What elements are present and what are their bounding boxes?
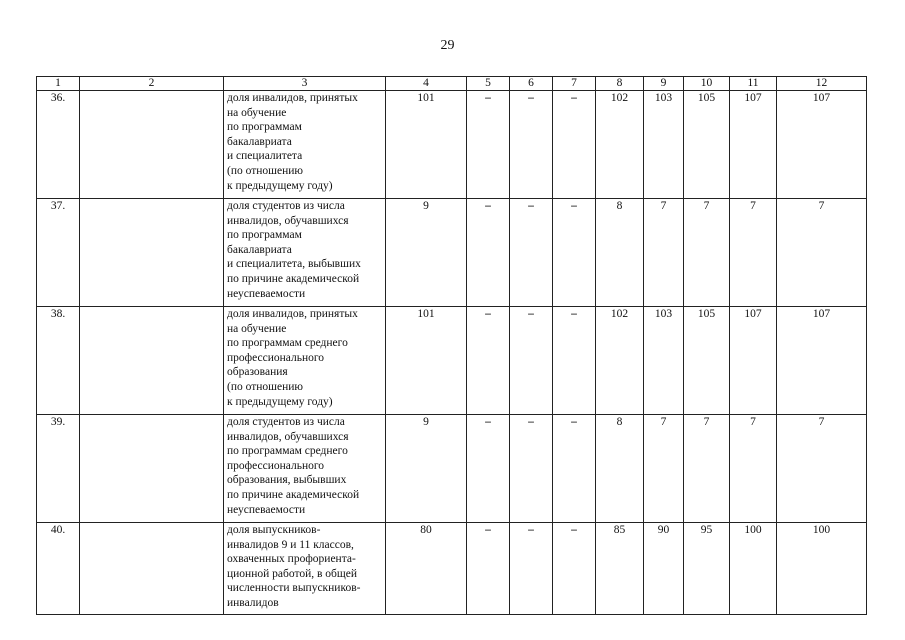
value-col-11: 107 [730,91,777,199]
table-body [37,91,867,615]
value-col-8: 8 [596,415,644,523]
value-col-5: – [467,199,510,307]
value-col-10: 7 [684,199,730,307]
header-col-3: 3 [224,77,386,91]
value-col-5: – [467,91,510,199]
value-col-7: – [553,91,596,199]
value-col-8: 102 [596,307,644,415]
value-col-12: 7 [777,415,867,523]
value-col-4: 101 [386,307,467,415]
header-col-12: 12 [777,77,867,91]
value-col-4: 9 [386,199,467,307]
row-description: доля студентов из числа инвалидов, обучавшихся по программам бакалавриата и специалитета, выбывших по причине академической неуспеваемости [224,199,386,307]
value-col-11: 107 [730,307,777,415]
value-col-8: 8 [596,199,644,307]
value-col-5: – [467,415,510,523]
value-col-11: 100 [730,523,777,615]
indicators-table [36,76,867,615]
row-description: доля студентов из числа инвалидов, обучавшихся по программам среднего профессионального образования, выбывших по причине академической неуспеваемости [224,415,386,523]
row-col2 [80,307,224,415]
value-col-12: 7 [777,199,867,307]
value-col-8: 102 [596,91,644,199]
row-col2 [80,91,224,199]
row-col2 [80,199,224,307]
value-col-9: 90 [644,523,684,615]
row-number: 38. [37,307,80,415]
row-description: доля инвалидов, принятых на обучение по программам среднего профессионального образования (по отношению к предыдущему году) [224,307,386,415]
header-col-1: 1 [37,77,80,91]
value-col-7: – [553,307,596,415]
row-col2 [80,415,224,523]
header-col-2: 2 [80,77,224,91]
header-col-8: 8 [596,77,644,91]
value-col-9: 103 [644,91,684,199]
header-col-5: 5 [467,77,510,91]
header-row [37,77,867,91]
value-col-4: 101 [386,91,467,199]
value-col-10: 95 [684,523,730,615]
header-col-10: 10 [684,77,730,91]
table-row [37,199,867,307]
header-col-9: 9 [644,77,684,91]
header-col-7: 7 [553,77,596,91]
value-col-11: 7 [730,415,777,523]
value-col-7: – [553,415,596,523]
value-col-8: 85 [596,523,644,615]
value-col-10: 105 [684,91,730,199]
value-col-6: – [510,91,553,199]
table-row [37,523,867,615]
value-col-11: 7 [730,199,777,307]
value-col-10: 7 [684,415,730,523]
row-number: 39. [37,415,80,523]
value-col-7: – [553,199,596,307]
value-col-10: 105 [684,307,730,415]
value-col-12: 107 [777,307,867,415]
value-col-4: 80 [386,523,467,615]
table-row [37,307,867,415]
value-col-6: – [510,415,553,523]
row-number: 40. [37,523,80,615]
value-col-6: – [510,307,553,415]
value-col-9: 103 [644,307,684,415]
value-col-6: – [510,199,553,307]
value-col-12: 100 [777,523,867,615]
page-number: 29 [440,38,455,53]
table-row [37,91,867,199]
row-number: 37. [37,199,80,307]
header-col-6: 6 [510,77,553,91]
row-description: доля инвалидов, принятых на обучение по программам бакалавриата и специалитета (по отношению к предыдущему году) [224,91,386,199]
header-col-11: 11 [730,77,777,91]
value-col-4: 9 [386,415,467,523]
value-col-7: – [553,523,596,615]
value-col-12: 107 [777,91,867,199]
value-col-6: – [510,523,553,615]
value-col-5: – [467,307,510,415]
row-description: доля выпускников- инвалидов 9 и 11 классов, охваченных профориента- ционной работой, в общей численности выпускников- инвалидов [224,523,386,615]
table-row [37,415,867,523]
value-col-5: – [467,523,510,615]
table-header [37,77,867,91]
row-col2 [80,523,224,615]
value-col-9: 7 [644,415,684,523]
row-number: 36. [37,91,80,199]
value-col-9: 7 [644,199,684,307]
header-col-4: 4 [386,77,467,91]
